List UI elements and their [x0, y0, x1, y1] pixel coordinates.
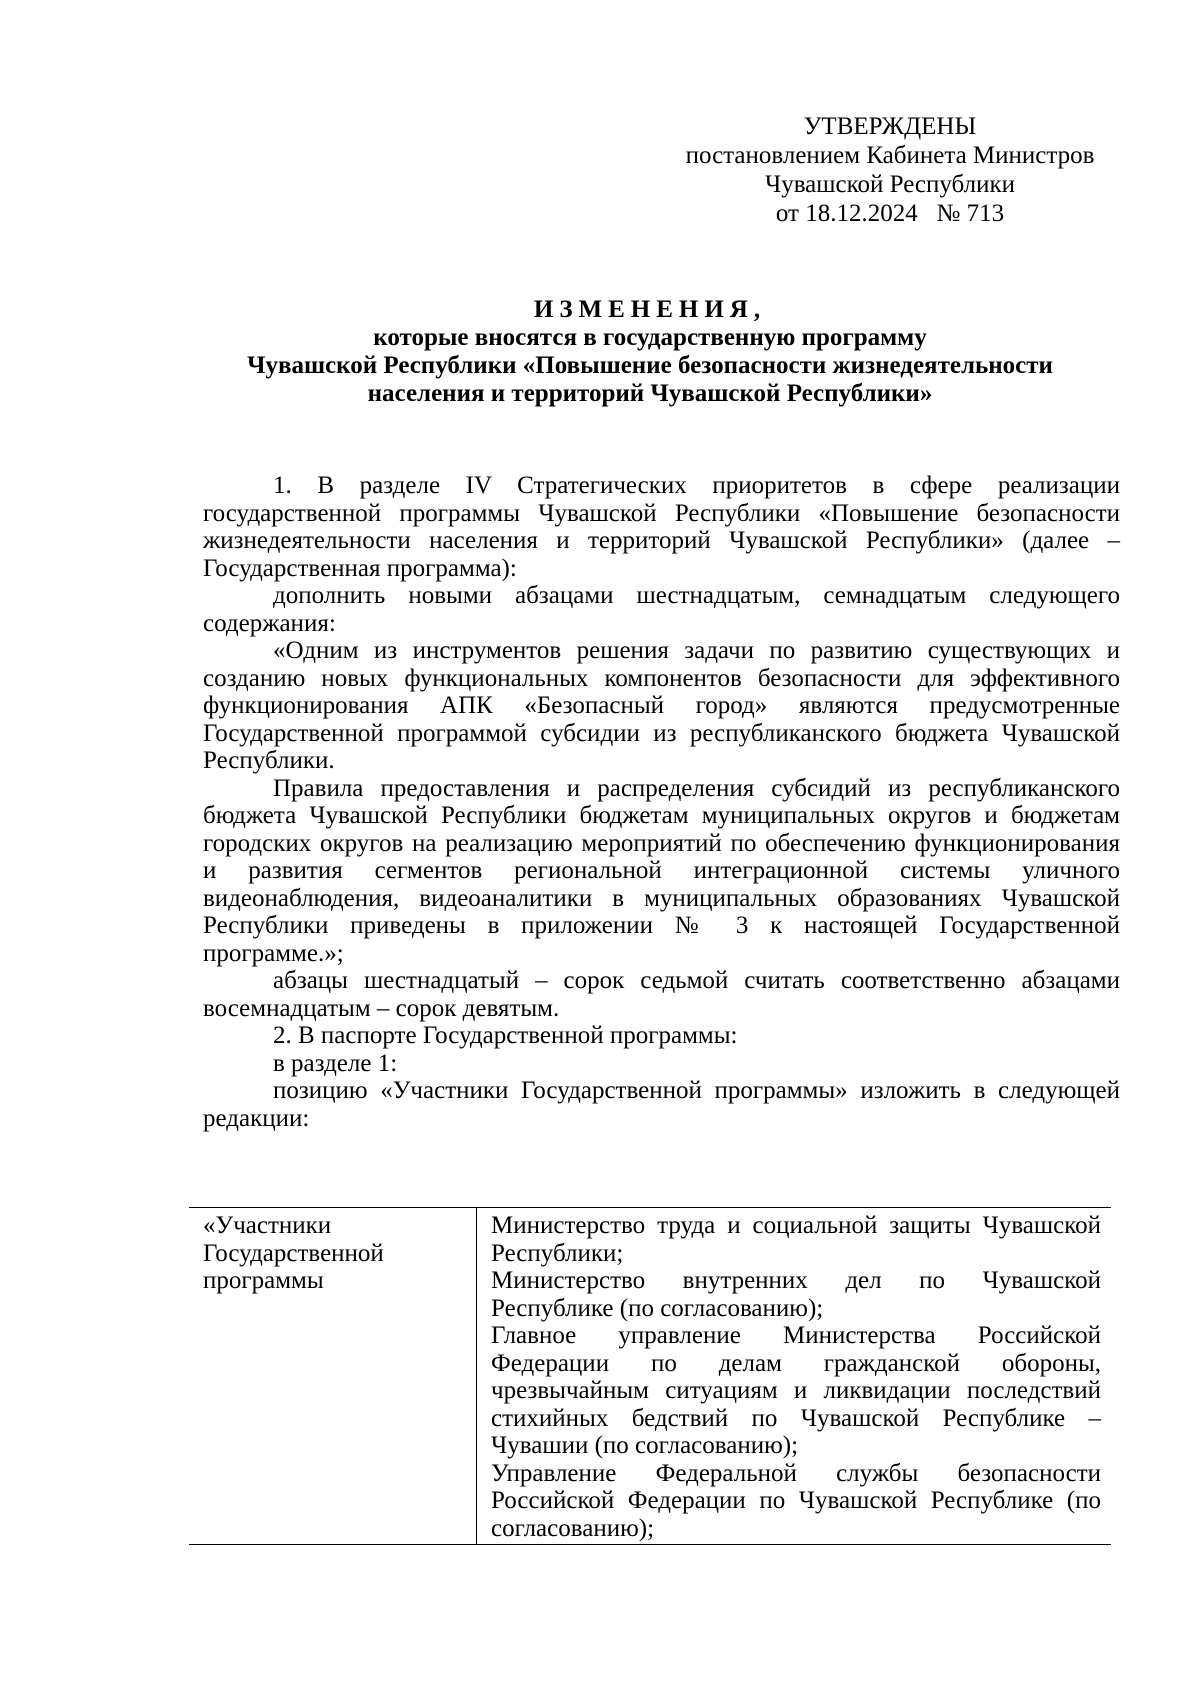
- table-value-cell: [477, 1208, 1112, 1545]
- participants-table: [189, 1207, 1111, 1545]
- title-line-2: Чувашской Республики «Повышение безопасности жизнедеятельности: [247, 352, 1053, 379]
- approval-stamp: [680, 112, 1100, 228]
- approval-date-number: от 18.12.2024 № 713: [775, 200, 1005, 227]
- participant-entry: Министерство труда и социальной защиты Чувашской Республики;: [491, 1212, 1101, 1267]
- paragraph-2: дополнить новыми абзацами шестнадцатым, семнадцатым следующего содержания:: [203, 582, 1120, 637]
- paragraph-1: 1. В разделе IV Стратегических приоритетов в сфере реализации государственной программы Чувашской Республики «Повышение безопасности жизнедеятельности населения и территорий Чувашской Республики» (далее – Государственная программа):: [203, 472, 1120, 582]
- paragraph-4: Правила предоставления и распределения субсидий из республиканского бюджета Чувашской Республики бюджетам муниципальных округов и бюджетам городских округов на реализацию мероприятий по обеспечению функционирования и развития сегментов региональной интеграционной системы уличного видеонаблюдения, видеоаналитики в муниципальных образованиях Чувашской Республики приведены в приложении № 3 к настоящей Государственной программе.»;: [203, 774, 1120, 967]
- paragraph-7: в разделе 1:: [273, 1049, 398, 1077]
- participant-entry: Главное управление Министерства Российской Федерации по делам гражданской обороны, чрезвычайным ситуациям и ликвидации последствий стихийных бедствий по Чувашской Республике – Чувашии (по согласованию);: [491, 1322, 1101, 1459]
- participant-entry: Министерство внутренних дел по Чувашской Республике (по согласованию);: [491, 1267, 1101, 1322]
- document-title: [200, 296, 1100, 408]
- paragraph-5: абзацы шестнадцатый – сорок седьмой считать соответственно абзацами восемнадцатым – сорок девятым.: [203, 967, 1120, 1022]
- approval-authority: Чувашской Республики: [764, 171, 1016, 198]
- paragraph-8: позицию «Участники Государственной программы» изложить в следующей редакции:: [203, 1077, 1120, 1132]
- table-row: [189, 1208, 1111, 1545]
- title-heading: ИЗМЕНЕНИЯ,: [533, 296, 767, 323]
- paragraph-6: 2. В паспорте Государственной программы:: [273, 1022, 738, 1049]
- approval-resolution: постановлением Кабинета Министров: [685, 142, 1095, 169]
- approval-title: УТВЕРЖДЕНЫ: [803, 113, 977, 140]
- title-line-1: которые вносятся в государственную программу: [373, 324, 927, 351]
- document-body: [203, 472, 1120, 1132]
- title-line-3: населения и территорий Чувашской Республики»: [367, 380, 933, 407]
- participant-entry: Управление Федеральной службы безопасности Российской Федерации по Чувашской Республике (по согласованию);: [491, 1459, 1101, 1542]
- paragraph-3: «Одним из инструментов решения задачи по развитию существующих и созданию новых функциональных компонентов безопасности для эффективного функционирования АПК «Безопасный город» являются предусмотренные Государственной программой субсидии из республиканского бюджета Чувашской Республики.: [203, 637, 1120, 774]
- table-label-cell: «Участники Государственной программы: [189, 1208, 477, 1545]
